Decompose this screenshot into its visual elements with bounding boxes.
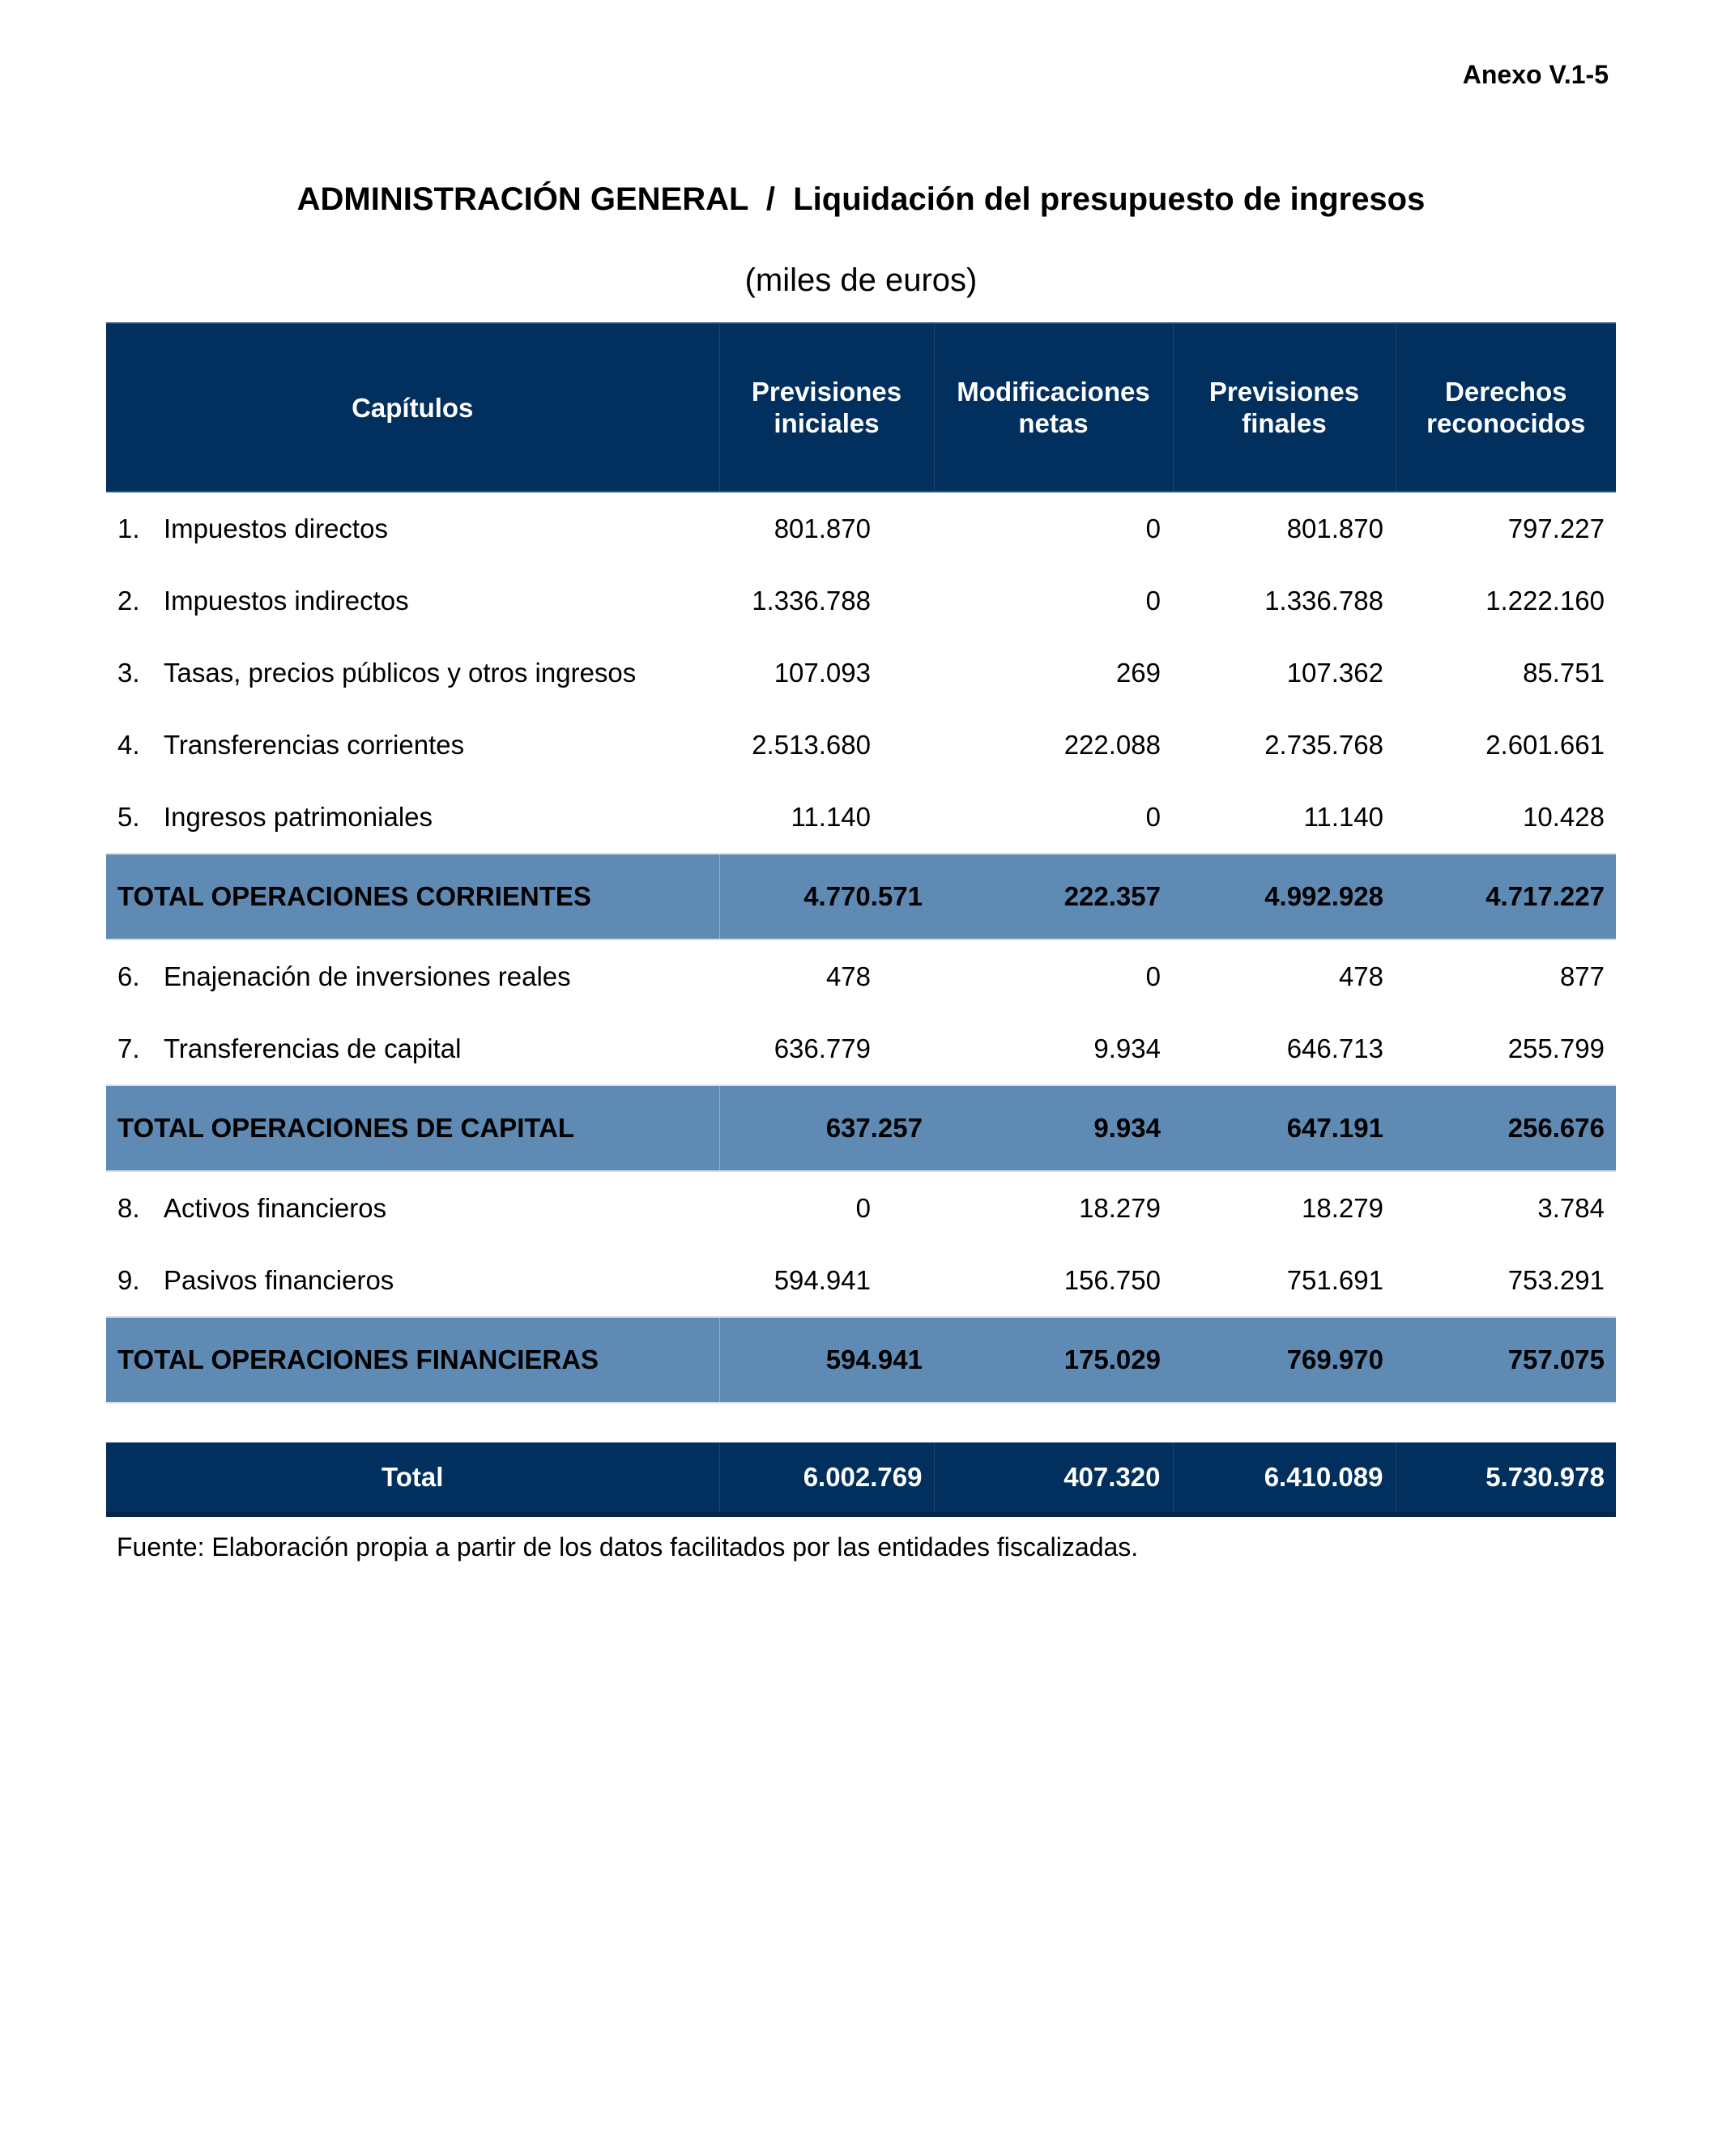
cell-modificaciones-netas: 18.279 (1079, 1192, 1161, 1223)
row-number: 3. (117, 657, 140, 688)
header-label: netas (1018, 408, 1089, 438)
subtotal-row-financieras (106, 1317, 1616, 1403)
cell-previsiones-iniciales: 107.093 (774, 657, 871, 688)
source-note: Fuente: Elaboración propia a partir de los datos facilitados por las entidades fiscalizadas. (117, 1532, 1139, 1562)
cell-previsiones-iniciales: 478 (825, 961, 871, 991)
cell-previsiones-finales: 769.970 (1173, 1317, 1396, 1403)
cell-previsiones-finales: 4.992.928 (1173, 854, 1396, 940)
subtotal-label: TOTAL OPERACIONES FINANCIERAS (106, 1317, 719, 1403)
cell-previsiones-finales: 107.362 (1286, 657, 1383, 688)
page-title: ADMINISTRACIÓN GENERAL / Liquidación del presupuesto de ingresos (296, 181, 1426, 217)
cell-previsiones-iniciales: 1.336.788 (752, 585, 871, 616)
cell-previsiones-finales: 646.713 (1286, 1033, 1383, 1063)
row-label (106, 781, 719, 854)
cell-modificaciones-netas: 0 (1145, 585, 1161, 616)
row-number: 2. (117, 585, 140, 616)
row-label-text: Ingresos patrimoniales (164, 801, 433, 832)
cell-previsiones-iniciales: 594.941 (774, 1264, 871, 1295)
subtotal-row-capital (106, 1085, 1616, 1171)
annex-label: Anexo V.1-5 (1462, 60, 1609, 89)
cell-derechos-reconocidos: 10.428 (1523, 801, 1605, 832)
cell-derechos-reconocidos: 3.784 (1537, 1192, 1605, 1223)
table-row (106, 637, 1616, 709)
row-number: 8. (117, 1192, 140, 1223)
header-label: Previsiones (1208, 377, 1360, 407)
cell-previsiones-iniciales: 2.513.680 (752, 729, 871, 760)
header-previsiones-finales (1173, 323, 1396, 492)
subtotal-label: TOTAL OPERACIONES DE CAPITAL (106, 1085, 719, 1171)
cell-derechos-reconocidos: 877 (1559, 961, 1605, 991)
header-derechos-reconocidos (1396, 323, 1616, 492)
cell-derechos-reconocidos: 5.730.978 (1396, 1442, 1616, 1515)
row-label (106, 709, 719, 781)
table-row (106, 565, 1616, 637)
row-label (106, 940, 719, 1012)
cell-derechos-reconocidos: 797.227 (1507, 513, 1605, 543)
row-label (106, 637, 719, 709)
row-label-text: Impuestos directos (164, 513, 388, 543)
row-label-text: Transferencias corrientes (164, 729, 465, 760)
cell-previsiones-iniciales: 637.257 (719, 1085, 934, 1171)
cell-modificaciones-netas: 9.934 (1093, 1033, 1161, 1063)
header-label: reconocidos (1426, 408, 1586, 438)
row-number: 9. (117, 1264, 140, 1295)
row-label (106, 492, 719, 565)
cell-modificaciones-netas: 9.934 (934, 1085, 1173, 1171)
cell-previsiones-iniciales: 801.870 (774, 513, 871, 543)
cell-previsiones-finales: 1.336.788 (1264, 585, 1383, 616)
cell-derechos-reconocidos: 85.751 (1523, 657, 1605, 688)
row-label-text: Transferencias de capital (164, 1033, 462, 1063)
table-row (106, 781, 1616, 854)
row-label-text: Pasivos financieros (164, 1264, 394, 1295)
grand-total-row (106, 1442, 1616, 1515)
row-number: 5. (117, 801, 140, 832)
spacer-cell (106, 1403, 1616, 1442)
table-row (106, 709, 1616, 781)
table-row (106, 1171, 1616, 1244)
row-label (106, 1012, 719, 1085)
row-label-text: Impuestos indirectos (164, 585, 409, 616)
row-label (106, 565, 719, 637)
cell-previsiones-iniciales: 11.140 (791, 801, 871, 832)
row-number: 6. (117, 961, 140, 991)
header-label: finales (1242, 408, 1327, 438)
table-row (106, 1012, 1616, 1085)
cell-derechos-reconocidos: 2.601.661 (1485, 729, 1605, 760)
cell-modificaciones-netas: 0 (1145, 801, 1161, 832)
table-row (106, 1244, 1616, 1317)
cell-previsiones-finales: 801.870 (1286, 513, 1383, 543)
cell-modificaciones-netas: 175.029 (934, 1317, 1173, 1403)
row-label (106, 1244, 719, 1317)
header-label: Modificaciones (957, 377, 1150, 407)
cell-derechos-reconocidos: 753.291 (1507, 1264, 1605, 1295)
cell-previsiones-iniciales: 594.941 (719, 1317, 934, 1403)
total-label: Total (106, 1442, 719, 1515)
cell-previsiones-iniciales: 636.779 (774, 1033, 871, 1063)
header-previsiones-iniciales (719, 323, 934, 492)
header-label: Capítulos (352, 392, 474, 423)
cell-derechos-reconocidos: 1.222.160 (1485, 585, 1605, 616)
cell-derechos-reconocidos: 255.799 (1507, 1033, 1605, 1063)
row-number: 1. (117, 513, 140, 543)
subtotal-row-corrientes (106, 854, 1616, 940)
cell-previsiones-iniciales: 4.770.571 (719, 854, 934, 940)
cell-derechos-reconocidos: 757.075 (1396, 1317, 1616, 1403)
cell-modificaciones-netas: 222.357 (934, 854, 1173, 940)
row-label (106, 1171, 719, 1244)
header-capitulos (106, 323, 719, 492)
row-label-text: Activos financieros (164, 1192, 387, 1223)
row-number: 4. (117, 729, 140, 760)
row-label-text: Tasas, precios públicos y otros ingresos (164, 657, 637, 688)
cell-modificaciones-netas: 269 (1115, 657, 1161, 688)
cell-previsiones-finales: 647.191 (1173, 1085, 1396, 1171)
spacer-row (106, 1403, 1616, 1442)
cell-modificaciones-netas: 0 (1145, 961, 1161, 991)
header-label: iniciales (774, 408, 880, 438)
cell-previsiones-finales: 2.735.768 (1264, 729, 1383, 760)
subtotal-label: TOTAL OPERACIONES CORRIENTES (106, 854, 719, 940)
cell-derechos-reconocidos: 256.676 (1396, 1085, 1616, 1171)
header-modificaciones-netas (934, 323, 1173, 492)
row-label-text: Enajenación de inversiones reales (164, 961, 571, 991)
cell-modificaciones-netas: 407.320 (934, 1442, 1173, 1515)
cell-modificaciones-netas: 222.088 (1063, 729, 1161, 760)
row-number: 7. (117, 1033, 140, 1063)
budget-revenue-table (106, 322, 1616, 1517)
table-row (106, 492, 1616, 565)
table-header-row (106, 323, 1616, 492)
cell-derechos-reconocidos: 4.717.227 (1396, 854, 1616, 940)
cell-modificaciones-netas: 0 (1145, 513, 1161, 543)
cell-previsiones-iniciales: 6.002.769 (719, 1442, 934, 1515)
cell-previsiones-finales: 478 (1338, 961, 1383, 991)
cell-previsiones-finales: 18.279 (1302, 1192, 1383, 1223)
header-label: Derechos (1445, 377, 1567, 407)
cell-modificaciones-netas: 156.750 (1063, 1264, 1161, 1295)
cell-previsiones-finales: 6.410.089 (1173, 1442, 1396, 1515)
cell-previsiones-finales: 11.140 (1303, 801, 1383, 832)
table-row (106, 940, 1616, 1012)
cell-previsiones-iniciales: 0 (855, 1192, 871, 1223)
cell-previsiones-finales: 751.691 (1286, 1264, 1383, 1295)
units-subtitle: (miles de euros) (744, 262, 978, 298)
header-label: Previsiones (751, 377, 902, 407)
